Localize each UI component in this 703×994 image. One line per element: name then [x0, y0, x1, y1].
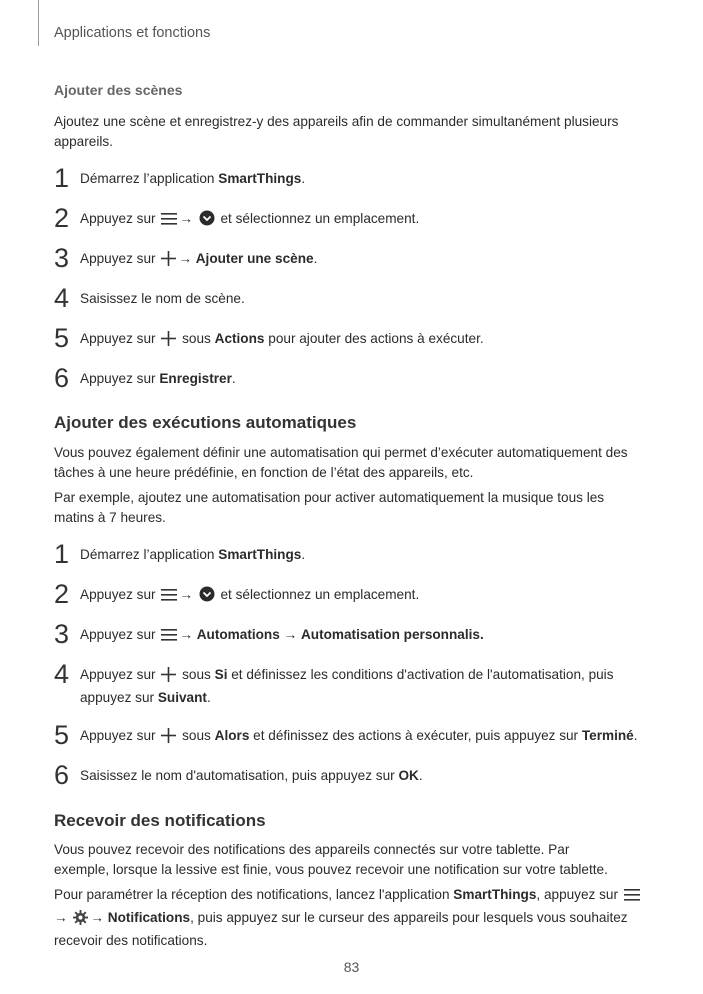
step-number: 2: [54, 203, 70, 233]
header-rule: [38, 0, 39, 46]
automations-heading: Ajouter des exécutions automatiques: [54, 413, 357, 432]
step-number: 6: [54, 760, 70, 790]
step-text: Saisissez le nom de scène.: [80, 291, 245, 306]
page-number: 83: [343, 959, 360, 975]
step-number: 1: [54, 163, 70, 193]
step-number: 5: [54, 720, 70, 750]
automations-intro: Vous pouvez également définir une automatisation qui permet d’exécuter automatiquement des tâches à une heure prédéfinie, en fonction de l’état des appareils, etc.: [54, 445, 628, 480]
location-dropdown-icon: [199, 210, 215, 232]
step-number: 6: [54, 363, 70, 393]
step-text: Appuyez sur → et sélectionnez un emplacement.: [80, 209, 646, 232]
step-number: 1: [54, 539, 70, 569]
step-text: Appuyez sur Enregistrer.: [80, 371, 236, 386]
step-text: Appuyez sur sous Si et définissez les conditions d'activation de l'automatisation, puis appuyez sur Suivant.: [80, 667, 614, 705]
scenes-heading: Ajouter des scènes: [54, 82, 183, 98]
scenes-intro: Ajoutez une scène et enregistrez-y des appareils afin de commander simultanément plusieurs appareils.: [54, 114, 619, 149]
menu-icon: [161, 628, 177, 648]
notifications-intro: Vous pouvez recevoir des notifications des appareils connectés sur votre tablette. Par exemple, lorsque la lessive est finie, vous pouvez recevoir une notification sur votre tablette.: [54, 842, 608, 877]
plus-icon: [161, 728, 176, 749]
step-number: 3: [54, 619, 70, 649]
location-dropdown-icon: [199, 586, 215, 608]
notifications-heading: Recevoir des notifications: [54, 811, 266, 830]
automations-example: Par exemple, ajoutez une automatisation pour activer automatiquement la musique tous les matins à 7 heures.: [54, 490, 605, 525]
step-number: 4: [54, 283, 70, 313]
step-text: Appuyez sur → Automations → Automatisation personnalis.: [80, 625, 646, 648]
menu-icon: [161, 588, 177, 608]
step-text: Appuyez sur → Ajouter une scène.: [80, 249, 646, 272]
notifications-instructions: Pour paramétrer la réception des notifications, lancez l'application SmartThings, appuyez sur → → Notifications, puis appuyez sur le curseur des appareils pour lesquels vous souhaitez recevoir des notifications.: [54, 885, 646, 951]
plus-icon: [161, 667, 176, 688]
step-text: Démarrez l’application SmartThings.: [80, 547, 306, 562]
menu-icon: [624, 888, 640, 908]
step-text: Appuyez sur sous Alors et définissez des actions à exécuter, puis appuyez sur Terminé.: [80, 726, 646, 749]
step-text: Saisissez le nom d'automatisation, puis appuyez sur OK.: [80, 768, 423, 783]
step-number: 2: [54, 579, 70, 609]
step-number: 3: [54, 243, 70, 273]
step-text: Démarrez l’application SmartThings.: [80, 171, 306, 186]
plus-icon: [161, 251, 176, 272]
step-number: 5: [54, 323, 70, 353]
step-text: Appuyez sur sous Actions pour ajouter des actions à exécuter.: [80, 329, 646, 352]
step-number: 4: [54, 659, 70, 689]
menu-icon: [161, 212, 177, 232]
running-header: Applications et fonctions: [54, 25, 211, 41]
step-text: Appuyez sur → et sélectionnez un emplacement.: [80, 585, 646, 608]
settings-gear-icon: [73, 910, 88, 931]
plus-icon: [161, 331, 176, 352]
